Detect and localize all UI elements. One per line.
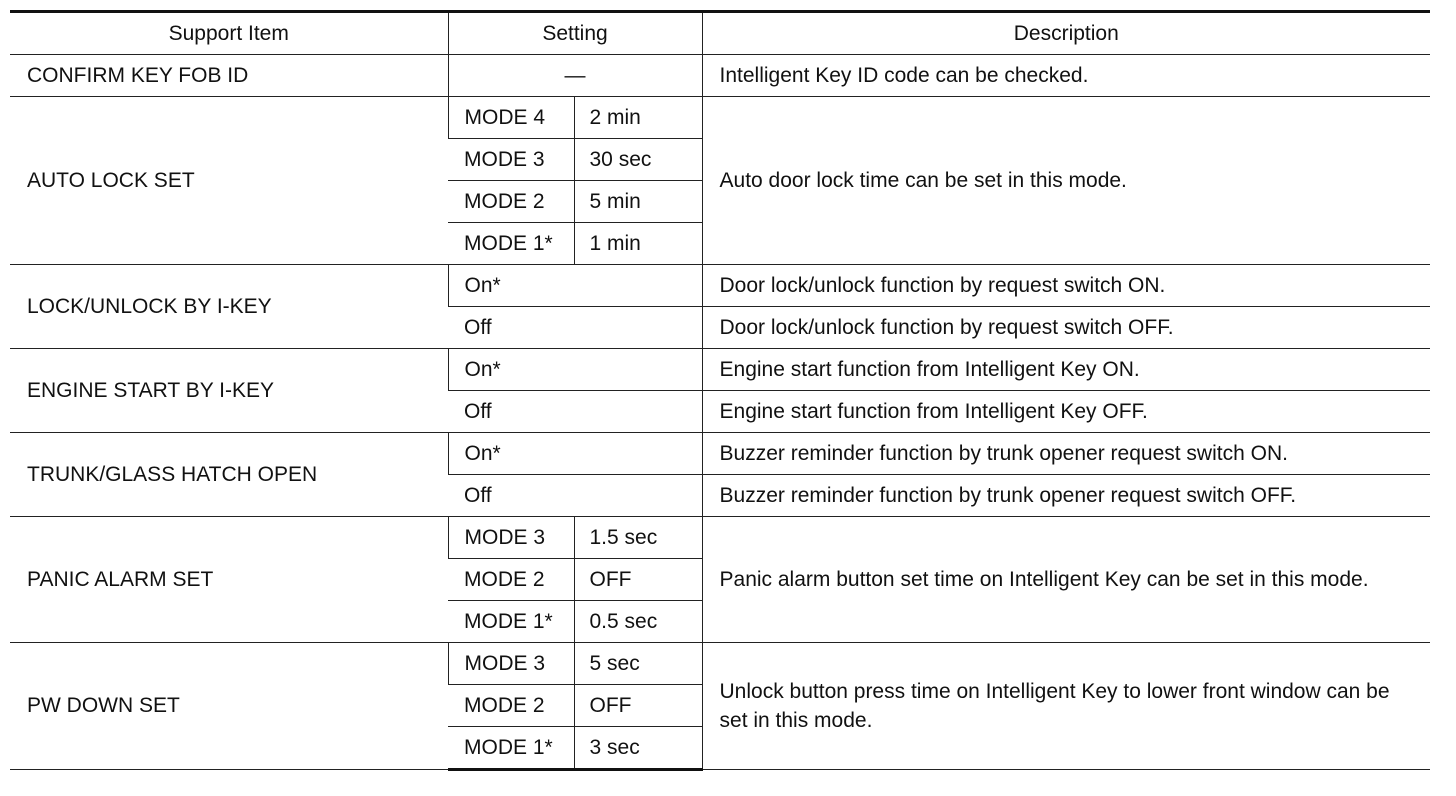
panic-alarm-mode-2-value: OFF	[574, 559, 702, 601]
table-row-pw-down-set	[10, 643, 1430, 685]
item-pw-down-set: PW DOWN SET	[10, 643, 448, 770]
lock-unlock-description-on: Door lock/unlock function by request switch ON.	[702, 265, 1430, 307]
lock-unlock-setting-off: Off	[448, 307, 702, 349]
pw-down-mode-1: MODE 1*	[448, 727, 574, 770]
table-header-row	[10, 12, 1430, 55]
table-row-panic-alarm-set	[10, 517, 1430, 559]
lock-unlock-description-off: Door lock/unlock function by request switch OFF.	[702, 307, 1430, 349]
pw-down-mode-3: MODE 3	[448, 643, 574, 685]
header-description: Description	[702, 12, 1430, 55]
panic-alarm-mode-1-value: 0.5 sec	[574, 601, 702, 643]
engine-start-setting-on: On*	[448, 349, 702, 391]
table-row-confirm-key-fob-id	[10, 55, 1430, 97]
header-support-item: Support Item	[10, 12, 448, 55]
setting-confirm-key-fob-id: —	[448, 55, 702, 97]
description-panic-alarm-set: Panic alarm button set time on Intelligent Key can be set in this mode.	[702, 517, 1430, 643]
engine-start-setting-off: Off	[448, 391, 702, 433]
trunk-hatch-setting-on: On*	[448, 433, 702, 475]
panic-alarm-mode-1: MODE 1*	[448, 601, 574, 643]
trunk-hatch-setting-off: Off	[448, 475, 702, 517]
pw-down-mode-2: MODE 2	[448, 685, 574, 727]
auto-lock-mode-2-value: 5 min	[574, 181, 702, 223]
header-setting: Setting	[448, 12, 702, 55]
auto-lock-mode-1: MODE 1*	[448, 223, 574, 265]
item-lock-unlock-by-ikey: LOCK/UNLOCK BY I-KEY	[10, 265, 448, 349]
table-row-auto-lock-set	[10, 97, 1430, 139]
item-engine-start-by-ikey: ENGINE START BY I-KEY	[10, 349, 448, 433]
item-trunk-glass-hatch-open: TRUNK/GLASS HATCH OPEN	[10, 433, 448, 517]
auto-lock-mode-1-value: 1 min	[574, 223, 702, 265]
support-item-settings-table	[10, 10, 1430, 771]
panic-alarm-mode-2: MODE 2	[448, 559, 574, 601]
trunk-hatch-description-on: Buzzer reminder function by trunk opener request switch ON.	[702, 433, 1430, 475]
trunk-hatch-description-off: Buzzer reminder function by trunk opener request switch OFF.	[702, 475, 1430, 517]
auto-lock-mode-2: MODE 2	[448, 181, 574, 223]
table-row-engine-start-by-ikey	[10, 349, 1430, 391]
pw-down-mode-3-value: 5 sec	[574, 643, 702, 685]
item-auto-lock-set: AUTO LOCK SET	[10, 97, 448, 265]
auto-lock-mode-3: MODE 3	[448, 139, 574, 181]
table-row-lock-unlock-by-ikey	[10, 265, 1430, 307]
auto-lock-mode-3-value: 30 sec	[574, 139, 702, 181]
panic-alarm-mode-3: MODE 3	[448, 517, 574, 559]
description-auto-lock-set: Auto door lock time can be set in this mode.	[702, 97, 1430, 265]
lock-unlock-setting-on: On*	[448, 265, 702, 307]
item-panic-alarm-set: PANIC ALARM SET	[10, 517, 448, 643]
auto-lock-mode-4-value: 2 min	[574, 97, 702, 139]
pw-down-mode-1-value: 3 sec	[574, 727, 702, 770]
item-confirm-key-fob-id: CONFIRM KEY FOB ID	[10, 55, 448, 97]
panic-alarm-mode-3-value: 1.5 sec	[574, 517, 702, 559]
auto-lock-mode-4: MODE 4	[448, 97, 574, 139]
engine-start-description-on: Engine start function from Intelligent Key ON.	[702, 349, 1430, 391]
description-pw-down-set: Unlock button press time on Intelligent Key to lower front window can be set in this mode.	[702, 643, 1430, 770]
pw-down-mode-2-value: OFF	[574, 685, 702, 727]
engine-start-description-off: Engine start function from Intelligent Key OFF.	[702, 391, 1430, 433]
table-row-trunk-glass-hatch-open	[10, 433, 1430, 475]
description-confirm-key-fob-id: Intelligent Key ID code can be checked.	[702, 55, 1430, 97]
